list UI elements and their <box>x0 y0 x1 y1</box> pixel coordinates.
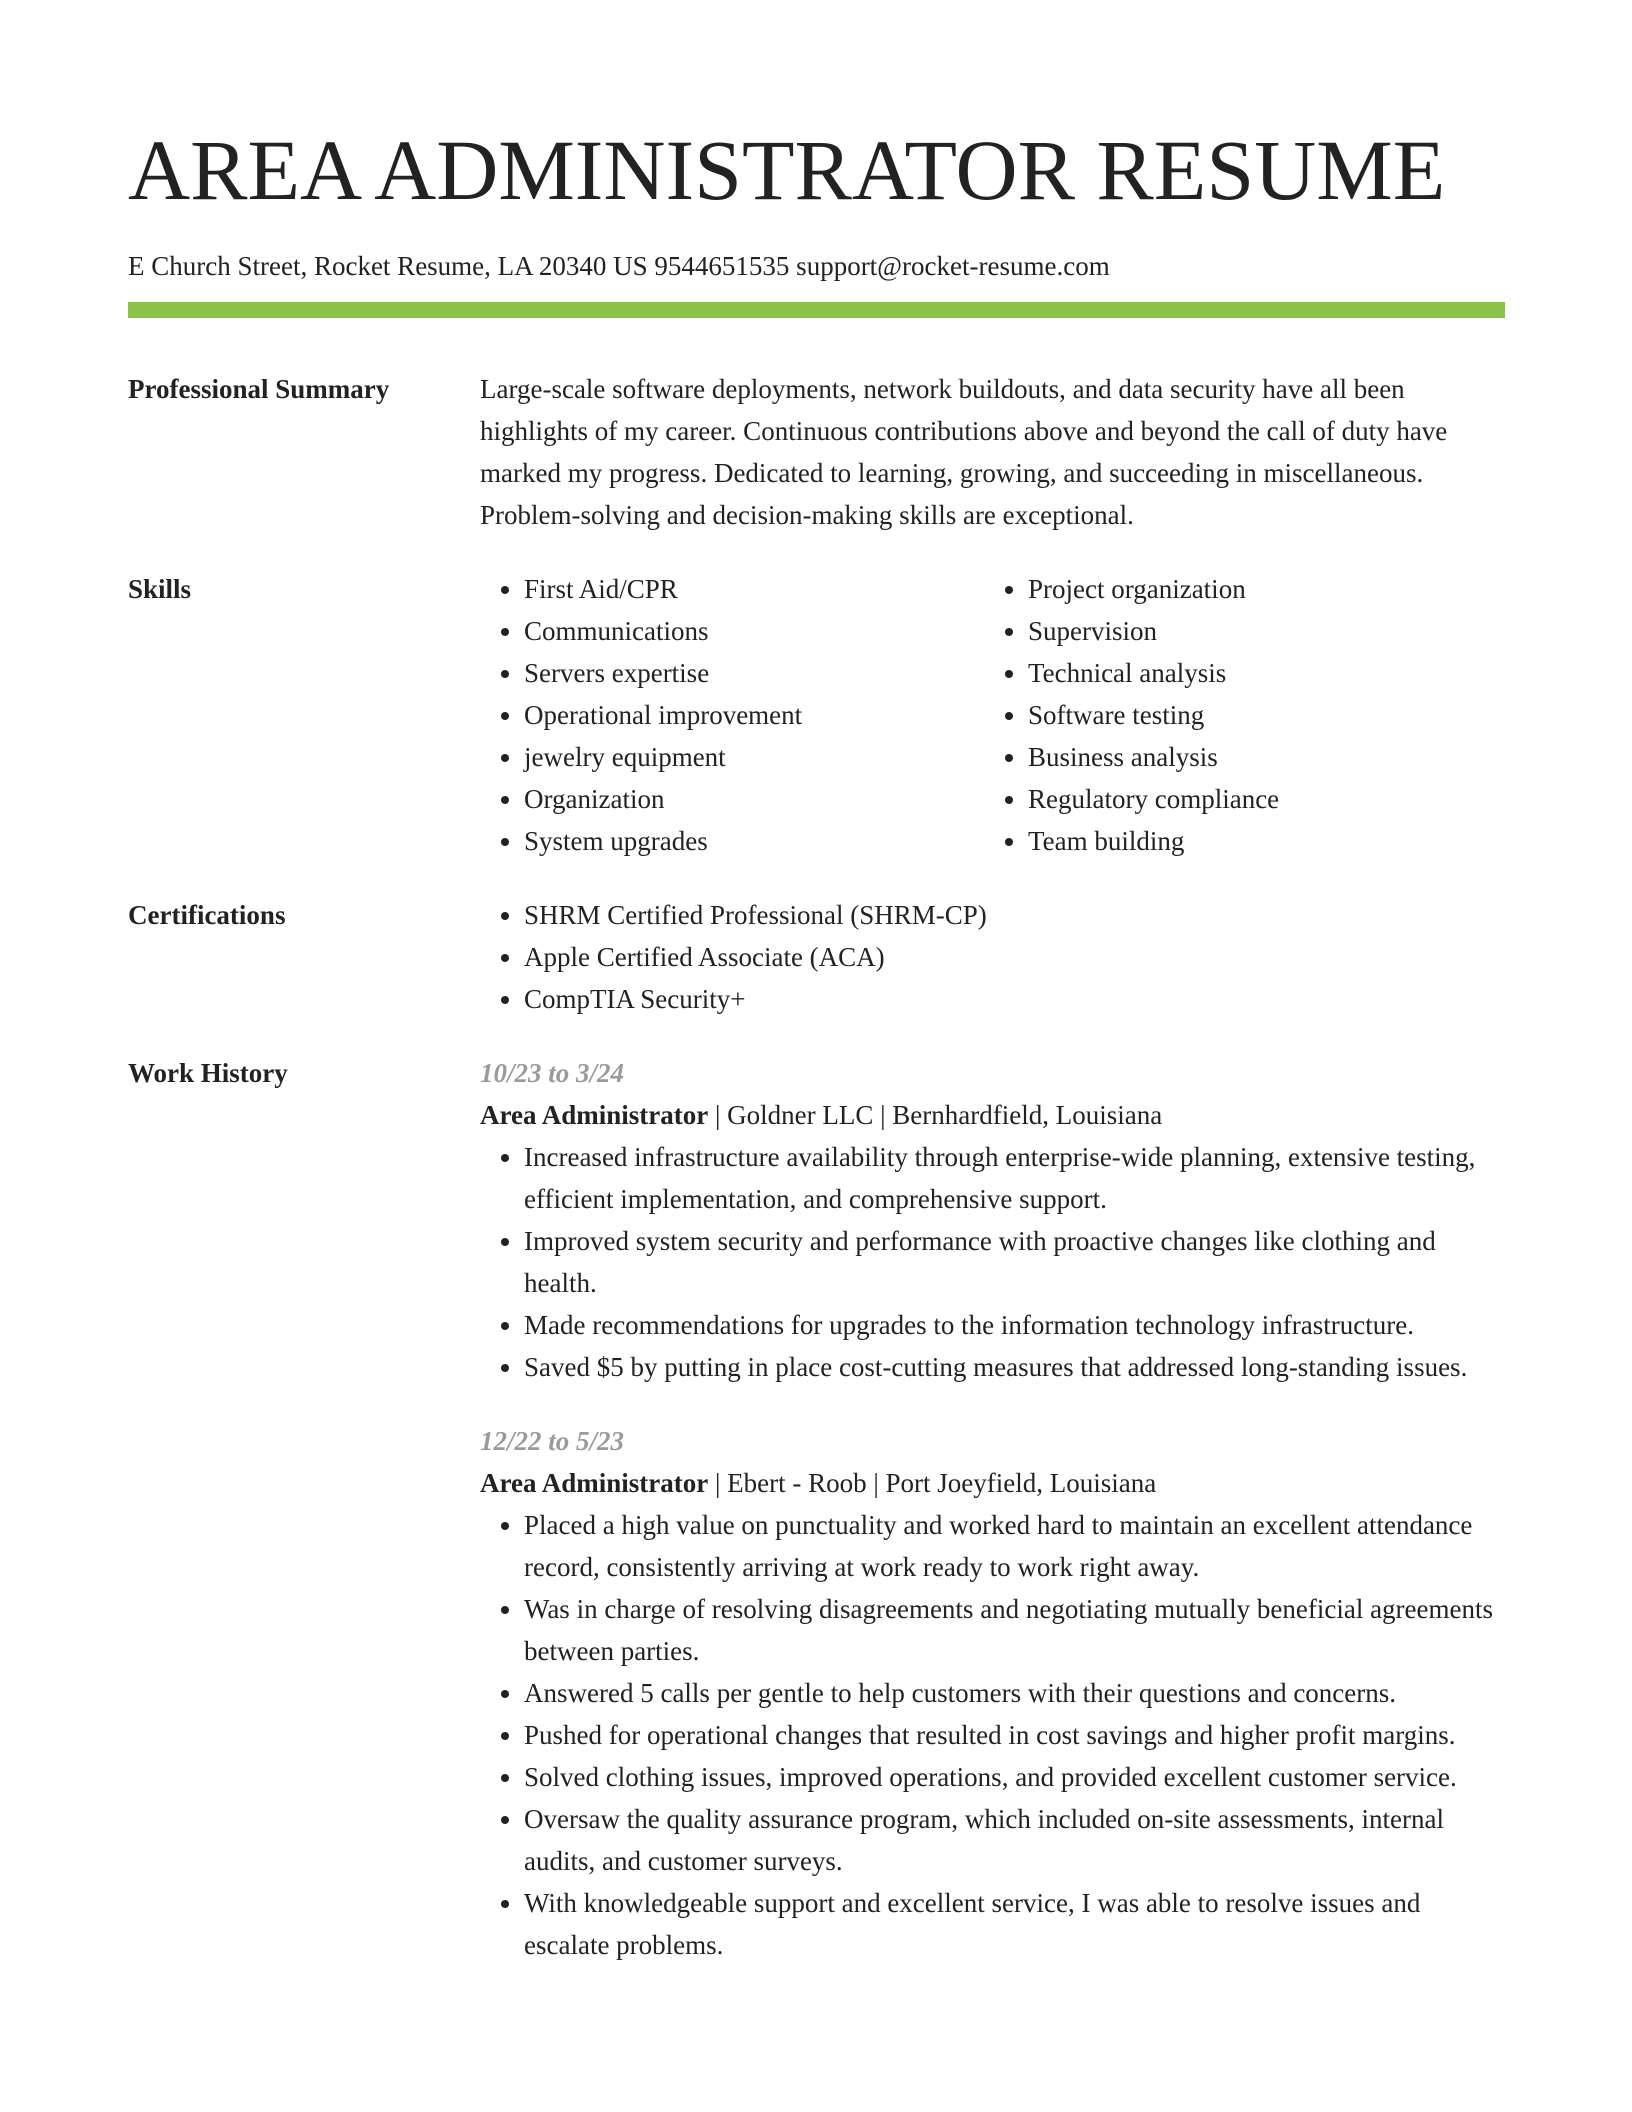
certification-item: • SHRM Certified Professional (SHRM-CP) <box>524 894 1505 936</box>
job-bullet: • Was in charge of resolving disagreements and negotiating mutually beneficial agreements between parties. <box>524 1588 1505 1672</box>
skill-item: • First Aid/CPR <box>524 568 984 610</box>
job-entry <box>480 1420 1505 1966</box>
work-history-section <box>128 1052 1505 1966</box>
contact-info: E Church Street, Rocket Resume, LA 20340 US 9544651535 support@rocket-resume.com <box>128 251 1110 281</box>
work-history-body <box>480 1052 1505 1966</box>
job-bullet: • Solved clothing issues, improved operations, and provided excellent customer service. <box>524 1756 1505 1798</box>
summary-label: Professional Summary <box>128 374 390 404</box>
job-dates: 10/23 to 3/24 <box>480 1058 625 1088</box>
job-heading <box>480 1094 1505 1136</box>
skill-item: • jewelry equipment <box>524 736 984 778</box>
job-bullet: • Pushed for operational changes that resulted in cost savings and higher profit margins. <box>524 1714 1505 1756</box>
job-details: | Ebert - Roob | Port Joeyfield, Louisiana <box>708 1468 1157 1498</box>
job-bullet: • With knowledgeable support and excellent service, I was able to resolve issues and escalate problems. <box>524 1882 1505 1966</box>
skills-column-right <box>984 568 1488 862</box>
job-bullets <box>480 1504 1505 1966</box>
skill-item: • Regulatory compliance <box>1028 778 1488 820</box>
job-bullets <box>480 1136 1505 1388</box>
resume-title: AREA ADMINISTRATOR RESUME <box>128 122 1446 218</box>
certifications-body <box>480 894 1505 1020</box>
skill-item: • Software testing <box>1028 694 1488 736</box>
job-bullet: • Placed a high value on punctuality and worked hard to maintain an excellent attendance record, consistently arriving at work ready to work right away. <box>524 1504 1505 1588</box>
header-divider <box>128 302 1505 318</box>
skill-item: • Business analysis <box>1028 736 1488 778</box>
resume-page <box>128 0 1505 1966</box>
skill-item: • Project organization <box>1028 568 1488 610</box>
summary-body <box>480 368 1505 536</box>
skill-item: • Servers expertise <box>524 652 984 694</box>
skill-item: • Team building <box>1028 820 1488 862</box>
job-bullet: • Answered 5 calls per gentle to help customers with their questions and concerns. <box>524 1672 1505 1714</box>
job-bullet: • Increased infrastructure availability through enterprise-wide planning, extensive testing, efficient implementation, and comprehensive support. <box>524 1136 1505 1220</box>
job-entry <box>480 1052 1505 1388</box>
summary-section <box>128 368 1505 536</box>
skills-list-left <box>480 568 984 862</box>
skill-item: • Operational improvement <box>524 694 984 736</box>
job-bullet: • Oversaw the quality assurance program, which included on-site assessments, internal audits, and customer surveys. <box>524 1798 1505 1882</box>
job-bullet: • Improved system security and performance with proactive changes like clothing and health. <box>524 1220 1505 1304</box>
certification-item: • Apple Certified Associate (ACA) <box>524 936 1505 978</box>
skills-list-right <box>984 568 1488 862</box>
skill-item: • Technical analysis <box>1028 652 1488 694</box>
certifications-section <box>128 894 1505 1020</box>
skills-section <box>128 568 1505 862</box>
certifications-label: Certifications <box>128 900 286 930</box>
skills-label: Skills <box>128 574 192 604</box>
job-bullet: • Saved $5 by putting in place cost-cutting measures that addressed long-standing issues. <box>524 1346 1505 1388</box>
skills-column-left <box>480 568 984 862</box>
skill-item: • Communications <box>524 610 984 652</box>
summary-text: Large-scale software deployments, network buildouts, and data security have all been highlights of my career. Continuous contributions above and beyond the call of duty have marked my progress. Dedicated to learning, growing, and succeeding in miscellaneous. Problem-solving and decision-making skills are exceptional. <box>480 374 1448 530</box>
job-bullet: • Made recommendations for upgrades to the information technology infrastructure. <box>524 1304 1505 1346</box>
skill-item: • Organization <box>524 778 984 820</box>
job-heading <box>480 1462 1505 1504</box>
work-history-label: Work History <box>128 1058 288 1088</box>
skill-item: • Supervision <box>1028 610 1488 652</box>
job-dates: 12/22 to 5/23 <box>480 1426 625 1456</box>
skills-body <box>480 568 1505 862</box>
job-details: | Goldner LLC | Bernhardfield, Louisiana <box>708 1100 1163 1130</box>
certifications-list <box>480 894 1505 1020</box>
job-title: Area Administrator <box>480 1468 709 1498</box>
skill-item: • System upgrades <box>524 820 984 862</box>
job-title: Area Administrator <box>480 1100 709 1130</box>
certification-item: • CompTIA Security+ <box>524 978 1505 1020</box>
skills-grid <box>480 568 1505 862</box>
